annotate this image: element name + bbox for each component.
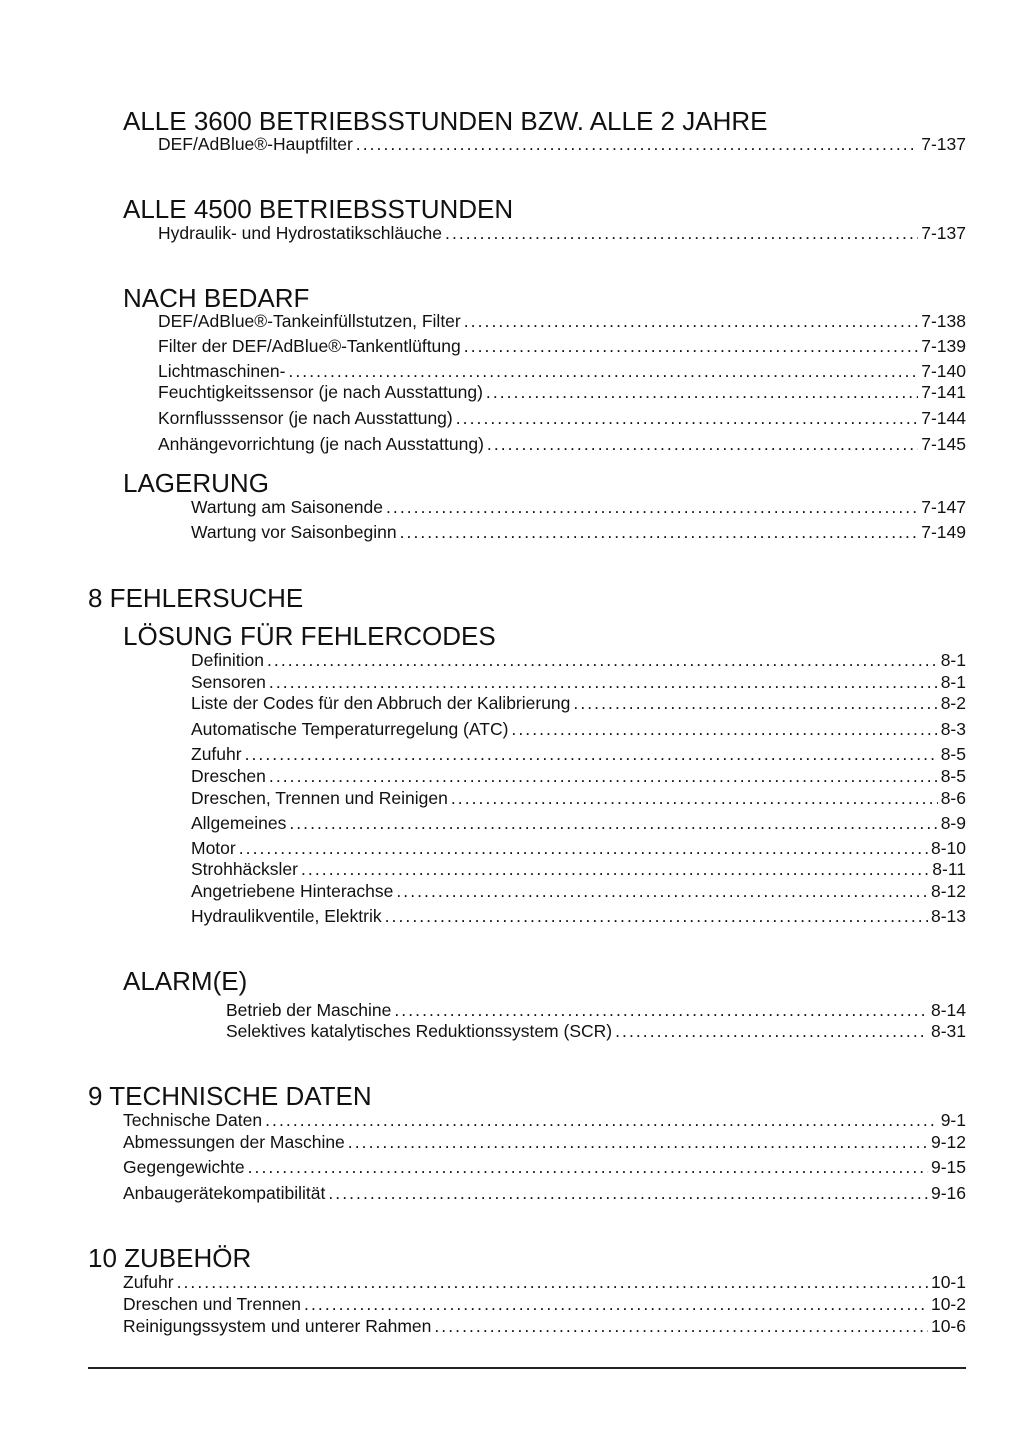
toc-entry[interactable] [123, 1131, 966, 1153]
toc-entry-page: 8-14 [930, 1000, 966, 1020]
dot-leader [396, 880, 928, 902]
dot-leader [288, 360, 918, 382]
toc-entry-page: 7-145 [921, 434, 966, 454]
toc-entry-title: Betrieb der Maschine [226, 1000, 392, 1020]
toc-entry-page: 7-149 [921, 522, 966, 542]
toc-entry[interactable] [158, 381, 966, 403]
toc-entry[interactable] [191, 787, 966, 809]
dot-leader [451, 787, 938, 809]
toc-entry-page: 8-10 [930, 838, 966, 858]
chapter-heading: 8 FEHLERSUCHE [88, 583, 304, 613]
dot-leader [464, 310, 918, 332]
dot-leader [267, 649, 938, 671]
toc-entry-page: 8-11 [932, 859, 966, 879]
dot-leader [573, 692, 937, 714]
toc-entry-page: 8-5 [940, 766, 966, 786]
section-heading: LAGERUNG [123, 468, 269, 498]
dot-leader [269, 765, 938, 787]
toc-entry-page: 8-12 [930, 881, 966, 901]
toc-entry-title: Kornflusssensor (je nach Ausstattung) [158, 408, 453, 428]
toc-entry-page: 8-5 [940, 744, 966, 764]
toc-entry[interactable] [191, 521, 966, 543]
dot-leader [434, 1315, 928, 1337]
toc-entry[interactable] [191, 718, 966, 740]
toc-entry[interactable] [158, 335, 966, 357]
dot-leader [177, 1271, 928, 1293]
toc-entry-title: Filter der DEF/AdBlue®-Tankentlüftung [158, 336, 461, 356]
toc-entry-page: 7-140 [921, 361, 966, 381]
toc-entry[interactable] [191, 812, 966, 834]
toc-entry[interactable] [158, 360, 966, 382]
toc-entry-page: 8-1 [940, 650, 966, 670]
toc-entry-title: Abmessungen der Maschine [123, 1132, 345, 1152]
toc-entry[interactable] [123, 1109, 966, 1131]
toc-entry[interactable] [191, 765, 966, 787]
toc-entry-page: 10-1 [930, 1272, 966, 1292]
chapter-heading: 10 ZUBEHÖR [88, 1243, 252, 1273]
toc-entry-title: Sensoren [191, 672, 266, 692]
toc-entry-page: 7-138 [921, 311, 966, 331]
section-heading: LÖSUNG FÜR FEHLERCODES [123, 621, 496, 651]
toc-entry-title: Liste der Codes für den Abbruch der Kalibrierung [191, 693, 571, 713]
dot-leader [464, 335, 918, 357]
dot-leader [269, 671, 938, 693]
toc-entry-title: Allgemeines [191, 813, 287, 833]
section-heading: NACH BEDARF [123, 283, 310, 313]
toc-entry[interactable] [158, 433, 966, 455]
toc-entry-page: 8-1 [940, 672, 966, 692]
dot-leader [245, 743, 938, 765]
toc-entry-page: 9-12 [930, 1132, 966, 1152]
toc-entry-title: Selektives katalytisches Reduktionssystem (SCR) [226, 1021, 613, 1041]
toc-entry-page: 9-15 [930, 1157, 966, 1177]
toc-entry[interactable] [191, 905, 966, 927]
toc-entry-title: Strohhäcksler [191, 859, 298, 879]
toc-entry-page: 7-137 [921, 223, 966, 243]
toc-entry-page: 8-9 [940, 813, 966, 833]
toc-entry-title: Zufuhr [123, 1272, 174, 1292]
toc-entry-title: Angetriebene Hinterachse [191, 881, 394, 901]
toc-entry-page: 8-13 [930, 906, 966, 926]
toc-entry-page: 8-6 [940, 788, 966, 808]
toc-entry[interactable] [191, 743, 966, 765]
dot-leader [239, 837, 928, 859]
dot-leader [386, 496, 918, 518]
toc-entry-title: Feuchtigkeitssensor (je nach Ausstattung) [158, 382, 483, 402]
toc-entry-title: Dreschen [191, 766, 266, 786]
toc-entry[interactable] [191, 692, 966, 714]
toc-entry-title: Hydraulik- und Hydrostatikschläuche [158, 223, 443, 243]
toc-entry-title: Zufuhr [191, 744, 242, 764]
dot-leader [304, 1293, 928, 1315]
chapter-heading: 9 TECHNISCHE DATEN [88, 1081, 372, 1111]
toc-entry-title: Definition [191, 650, 264, 670]
footer-rule [88, 1367, 966, 1369]
toc-entry[interactable] [226, 1020, 966, 1042]
dot-leader [445, 222, 918, 244]
toc-entry-title: Lichtmaschinen- [158, 361, 286, 381]
section-heading: ALLE 4500 BETRIEBSSTUNDEN [123, 194, 514, 224]
dot-leader [615, 1020, 928, 1042]
toc-entry-page: 7-139 [921, 336, 966, 356]
toc-entry[interactable] [158, 407, 966, 429]
toc-entry-title: Technische Daten [123, 1110, 263, 1130]
toc-entry-title: Dreschen und Trennen [123, 1294, 302, 1314]
toc-entry-title: Automatische Temperaturregelung (ATC) [191, 719, 509, 739]
toc-entry-title: Motor [191, 838, 236, 858]
toc-entry[interactable] [191, 671, 966, 693]
dot-leader [301, 858, 929, 880]
toc-entry-page: 9-16 [930, 1183, 966, 1203]
toc-entry[interactable] [158, 222, 966, 244]
toc-entry[interactable] [123, 1315, 966, 1337]
toc-entry-page: 10-2 [930, 1294, 966, 1314]
dot-leader [394, 999, 928, 1021]
toc-entry[interactable] [191, 880, 966, 902]
dot-leader [328, 1182, 928, 1204]
toc-entry-page: 7-144 [921, 408, 966, 428]
dot-leader [385, 905, 928, 927]
section-heading: ALLE 3600 BETRIEBSSTUNDEN BZW. ALLE 2 JAHRE [123, 106, 768, 136]
toc-entry-title: Gegengewichte [123, 1157, 245, 1177]
toc-entry-page: 8-2 [940, 693, 966, 713]
dot-leader [511, 718, 937, 740]
toc-entry[interactable] [226, 999, 966, 1021]
dot-leader [486, 381, 918, 403]
dot-leader [356, 133, 918, 155]
toc-entry-title: Wartung vor Saisonbeginn [191, 522, 397, 542]
toc-entry[interactable] [158, 133, 966, 155]
toc-entry[interactable] [123, 1271, 966, 1293]
toc-entry-title: Dreschen, Trennen und Reinigen [191, 788, 448, 808]
toc-entry-page: 9-1 [940, 1110, 966, 1130]
toc-entry-title: Hydraulikventile, Elektrik [191, 906, 382, 926]
toc-entry-title: Anbaugerätekompatibilität [123, 1183, 326, 1203]
toc-entry[interactable] [123, 1156, 966, 1178]
dot-leader [400, 521, 919, 543]
dot-leader [248, 1156, 928, 1178]
toc-entry[interactable] [191, 837, 966, 859]
toc-entry-page: 8-3 [940, 719, 966, 739]
toc-entry-page: 8-31 [930, 1021, 966, 1041]
dot-leader [289, 812, 937, 834]
toc-entry[interactable] [191, 649, 966, 671]
toc-entry-page: 7-147 [921, 497, 966, 517]
section-heading: ALARM(E) [123, 966, 248, 996]
toc-entry-page: 7-137 [921, 134, 966, 154]
toc-entry[interactable] [191, 496, 966, 518]
toc-entry[interactable] [123, 1293, 966, 1315]
toc-entry-title: Wartung am Saisonende [191, 497, 383, 517]
dot-leader [487, 433, 918, 455]
toc-entry-title: Anhängevorrichtung (je nach Ausstattung) [158, 434, 484, 454]
toc-entry[interactable] [158, 310, 966, 332]
toc-entry-page: 7-141 [921, 382, 966, 402]
dot-leader [265, 1109, 938, 1131]
toc-entry-page: 10-6 [930, 1316, 966, 1336]
toc-entry-title: DEF/AdBlue®-Hauptfilter [158, 134, 353, 154]
toc-entry-title: DEF/AdBlue®-Tankeinfüllstutzen, Filter [158, 311, 461, 331]
toc-entry[interactable] [191, 858, 966, 880]
toc-entry[interactable] [123, 1182, 966, 1204]
dot-leader [456, 407, 918, 429]
toc-entry-title: Reinigungssystem und unterer Rahmen [123, 1316, 432, 1336]
dot-leader [348, 1131, 928, 1153]
